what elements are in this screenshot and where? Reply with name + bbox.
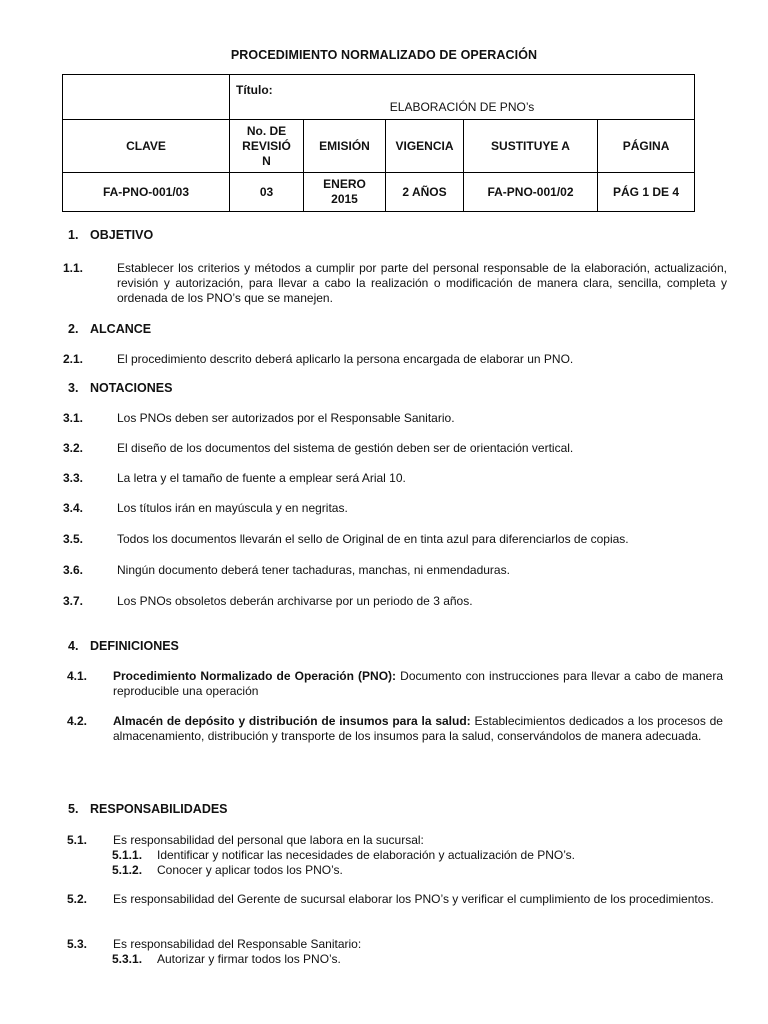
item-label: 3.6.	[63, 563, 84, 577]
section-alcance	[68, 322, 151, 336]
col-header-clave: CLAVE	[63, 120, 230, 173]
col-header-sustituye: SUSTITUYE A	[464, 120, 598, 173]
item-3-4	[63, 501, 727, 516]
item-text: Ningún documento deberá tener tachaduras, manchas, ni enmendaduras.	[117, 563, 510, 577]
item-text: El diseño de los documentos del sistema de gestión deben ser de orientación vertical.	[117, 441, 574, 455]
value-pagina: PÁG 1 DE 4	[598, 173, 695, 212]
item-5-3-1	[112, 952, 341, 967]
item-text: Los títulos irán en mayúscula y en negritas.	[117, 501, 348, 515]
definition-term: Procedimiento Normalizado de Operación (PNO):	[113, 669, 397, 683]
revision-line-3: N	[262, 153, 271, 168]
section-number: 2.	[68, 322, 79, 336]
item-4-2	[67, 714, 723, 744]
section-notaciones	[68, 381, 172, 395]
item-3-2	[63, 441, 727, 456]
item-text: Es responsabilidad del Gerente de sucursal elaborar los PNO’s y verificar el cumplimiento de los procedimientos.	[113, 892, 714, 906]
item-text: Identificar y notificar las necesidades de elaboración y actualización de PNO’s.	[157, 848, 576, 862]
item-text: Establecimientos dedicados a los procesos de almacenamiento, distribución y transporte de los insumos para la salud, conservándolos de manera adecuada.	[113, 714, 723, 743]
header-empty-cell	[63, 75, 230, 120]
item-label: 2.1.	[63, 352, 84, 366]
item-label: 5.1.1.	[112, 848, 143, 862]
item-label: 4.1.	[67, 669, 88, 683]
section-title: RESPONSABILIDADES	[90, 802, 228, 816]
titulo-value: ELABORACIÓN DE PNO’s	[389, 100, 535, 114]
section-responsabilidades	[68, 802, 228, 816]
item-text: La letra y el tamaño de fuente a emplear será Arial 10.	[117, 471, 406, 485]
item-label: 3.5.	[63, 532, 84, 546]
item-text: Conocer y aplicar todos los PNO’s.	[157, 863, 343, 877]
item-3-7	[63, 594, 727, 609]
section-number: 5.	[68, 802, 79, 816]
titulo-label: Título:	[236, 83, 273, 97]
col-header-revision	[230, 120, 304, 173]
section-title: ALCANCE	[90, 322, 152, 336]
item-text: Los PNOs deben ser autorizados por el Responsable Sanitario.	[117, 411, 455, 425]
section-title: NOTACIONES	[90, 381, 173, 395]
item-5-3	[67, 937, 723, 952]
item-5-1	[67, 833, 723, 848]
item-label: 5.1.2.	[112, 863, 143, 877]
document-title: PROCEDIMIENTO NORMALIZADO DE OPERACIÓN	[230, 48, 538, 62]
item-5-1-2	[112, 863, 343, 878]
value-revision: 03	[230, 173, 304, 212]
item-label: 5.3.1.	[112, 952, 143, 966]
item-text: Es responsabilidad del personal que labora en la sucursal:	[113, 833, 424, 847]
section-objetivo	[68, 228, 153, 242]
item-label: 4.2.	[67, 714, 88, 728]
item-label: 3.1.	[63, 411, 84, 425]
item-5-1-1	[112, 848, 575, 863]
titulo-cell	[230, 75, 695, 120]
item-3-1	[63, 411, 727, 426]
section-number: 3.	[68, 381, 79, 395]
section-number: 1.	[68, 228, 79, 242]
revision-line-1: No. DE	[246, 123, 287, 138]
item-1-1	[63, 261, 727, 306]
emision-line-1: ENERO	[323, 177, 366, 191]
item-label: 1.1.	[63, 261, 84, 275]
item-label: 5.2.	[67, 892, 88, 906]
item-5-2	[67, 892, 723, 907]
item-text: El procedimiento descrito deberá aplicarlo la persona encargada de elaborar un PNO.	[117, 352, 574, 366]
item-label: 3.4.	[63, 501, 84, 515]
value-emision	[304, 173, 386, 212]
value-vigencia: 2 AÑOS	[386, 173, 464, 212]
col-header-vigencia: VIGENCIA	[386, 120, 464, 173]
item-3-3	[63, 471, 727, 486]
value-sustituye: FA-PNO-001/02	[464, 173, 598, 212]
item-text: Documento con instrucciones para llevar a cabo de manera reproducible una operación	[113, 669, 723, 698]
definition-term: Almacén de depósito y distribución de insumos para la salud:	[113, 714, 471, 728]
revision-line-2: REVISIÓ	[242, 138, 291, 153]
section-title: DEFINICIONES	[90, 639, 179, 653]
item-4-1	[67, 669, 723, 699]
item-text: Autorizar y firmar todos los PNO’s.	[157, 952, 341, 966]
item-3-6	[63, 563, 727, 578]
item-label: 5.1.	[67, 833, 88, 847]
item-label: 5.3.	[67, 937, 88, 951]
item-label: 3.3.	[63, 471, 84, 485]
header-table	[62, 74, 695, 212]
value-clave: FA-PNO-001/03	[63, 173, 230, 212]
col-header-pagina: PÁGINA	[598, 120, 695, 173]
item-text: Establecer los criterios y métodos a cumplir por parte del personal responsable de la elaboración, actualización, revisión y autorización, para llevar a cabo la realización o modificación de manera clara, sencilla, completa y ordenada de los PNO’s que se manejen.	[117, 261, 727, 305]
col-header-emision: EMISIÓN	[304, 120, 386, 173]
item-label: 3.2.	[63, 441, 84, 455]
item-label: 3.7.	[63, 594, 84, 608]
item-text: Es responsabilidad del Responsable Sanitario:	[113, 937, 362, 951]
emision-line-2: 2015	[331, 192, 358, 206]
item-text: Todos los documentos llevarán el sello de Original de en tinta azul para diferenciarlos de copias.	[117, 532, 629, 546]
item-3-5	[63, 532, 727, 547]
section-title: OBJETIVO	[90, 228, 154, 242]
section-number: 4.	[68, 639, 79, 653]
item-2-1	[63, 352, 727, 367]
section-definiciones	[68, 639, 179, 653]
item-text: Los PNOs obsoletos deberán archivarse por un periodo de 3 años.	[117, 594, 473, 608]
